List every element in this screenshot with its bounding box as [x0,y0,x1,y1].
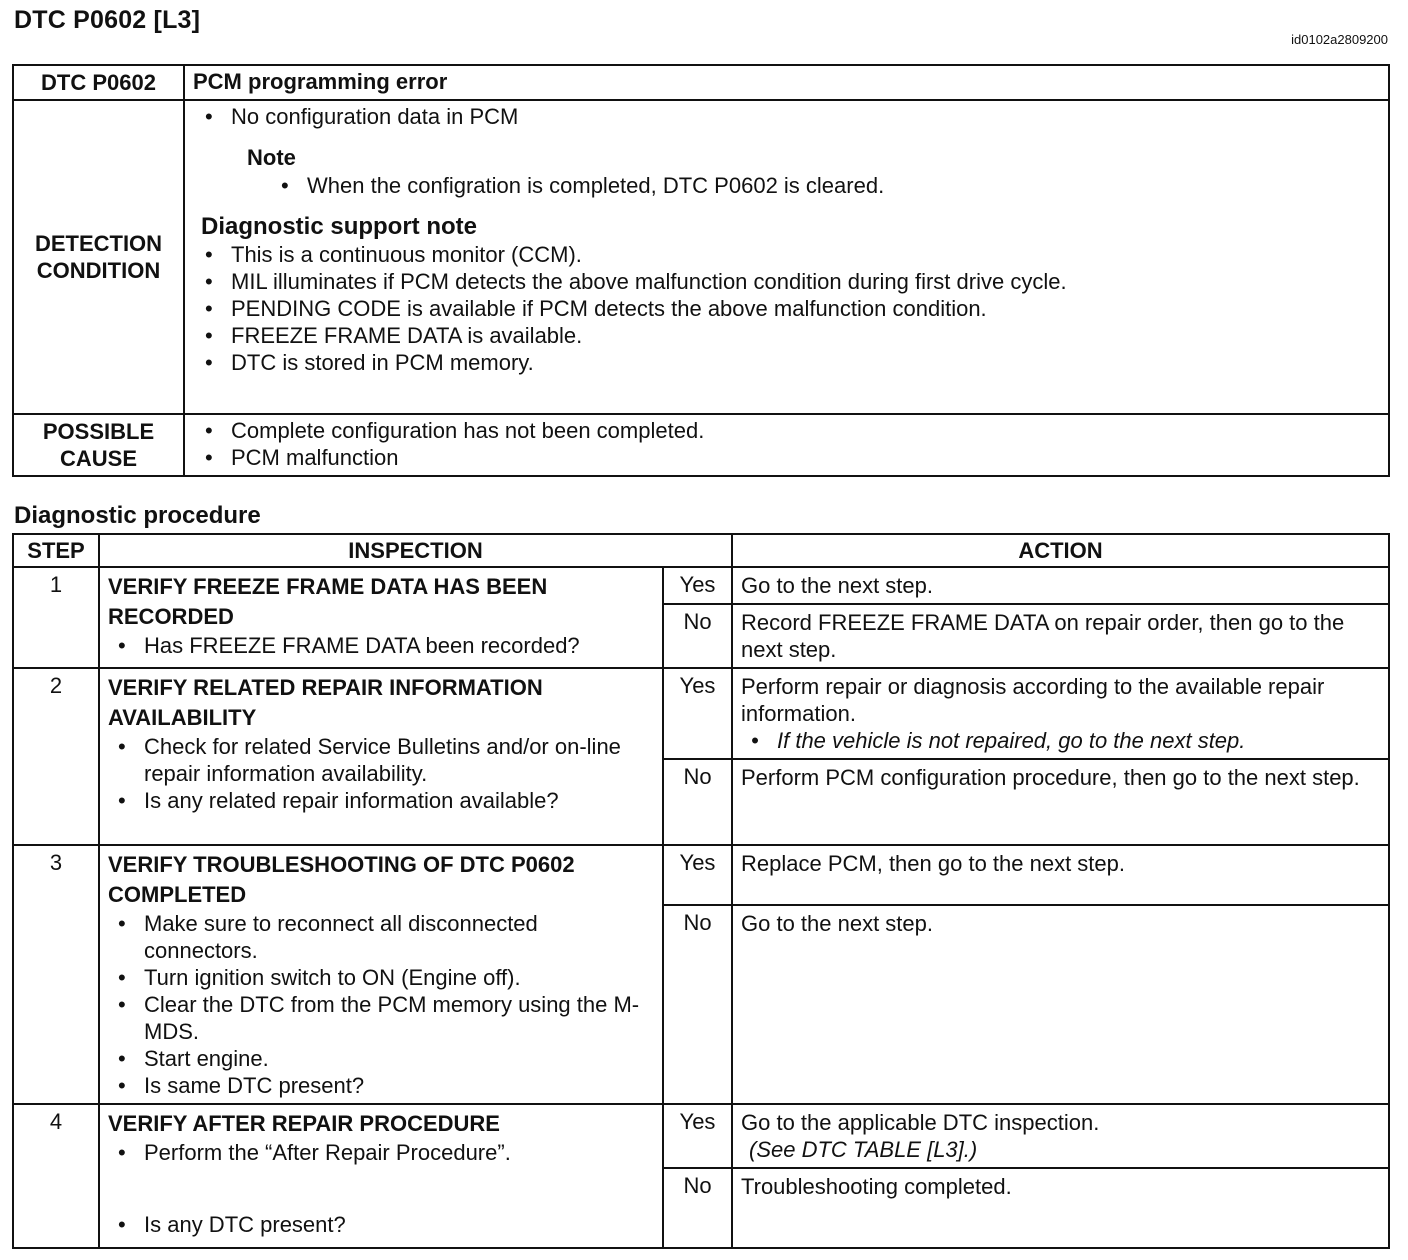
inspection-bullet: • Turn ignition switch to ON (Engine off). [108,964,654,991]
yes-label: Yes [663,668,732,759]
procedure-header-row [13,534,1389,567]
yes-action: Perform repair or diagnosis according to the available repair information. [741,674,1325,726]
no-label: No [663,759,732,845]
yes-action: Go to the next step. [732,567,1389,604]
step-number: 3 [13,845,99,1104]
step-3-yes-row [13,845,1389,905]
page-title: DTC P0602 [L3] [14,6,201,34]
inspection-header: INSPECTION [99,534,732,567]
inspection-bullet: • Is same DTC present? [108,1072,654,1099]
inspection-bullet: • Is any DTC present? [108,1211,654,1238]
detection-bullet: • No configuration data in PCM [201,103,1378,130]
inspection-bullet: • Make sure to reconnect all disconnected connectors. [108,910,654,964]
inspection-bullet: • Clear the DTC from the PCM memory using the M-MDS. [108,991,654,1045]
dtc-info-table [12,64,1390,477]
inspection-bullet: • Has FREEZE FRAME DATA been recorded? [108,632,654,659]
step-heading: VERIFY FREEZE FRAME DATA HAS BEEN RECORDED [108,574,548,629]
step-1-inspection [99,567,663,668]
dtc-description: PCM programming error [184,65,1389,100]
support-bullet: • MIL illuminates if PCM detects the above malfunction condition during first drive cycle. [201,268,1378,295]
step-heading: VERIFY AFTER REPAIR PROCEDURE [108,1111,500,1136]
step-header: STEP [13,534,99,567]
possible-cause-content [184,414,1389,476]
step-number: 1 [13,567,99,668]
support-note-title: Diagnostic support note [201,213,477,240]
yes-label: Yes [663,845,732,905]
step-3-inspection [99,845,663,1104]
diagnostic-procedure-table [12,533,1390,1249]
detection-content [184,100,1389,414]
step-heading: VERIFY TROUBLESHOOTING OF DTC P0602 COMPLETED [108,852,575,907]
yes-action: Go to the applicable DTC inspection. [741,1110,1100,1135]
yes-label: Yes [663,1104,732,1168]
inspection-bullet: • Is any related repair information available? [108,787,654,814]
cause-bullet: • PCM malfunction [201,444,1378,471]
cause-bullet: • Complete configuration has not been completed. [201,417,1378,444]
step-number: 2 [13,668,99,845]
step-4-yes-row [13,1104,1389,1168]
no-action: Perform PCM configuration procedure, then go to the next step. [732,759,1389,845]
document-id: id0102a2809200 [1291,32,1388,47]
support-bullet: • FREEZE FRAME DATA is available. [201,322,1378,349]
yes-action-block [732,1104,1389,1168]
info-header-row [13,65,1389,100]
step-1-yes-row [13,567,1389,604]
note-bullet: • When the configration is completed, DTC P0602 is cleared. [277,172,1378,199]
step-heading: VERIFY RELATED REPAIR INFORMATION AVAILABILITY [108,675,543,730]
no-label: No [663,1168,732,1248]
step-4-inspection [99,1104,663,1248]
support-bullet: • PENDING CODE is available if PCM detects the above malfunction condition. [201,295,1378,322]
dtc-code: DTC P0602 [13,65,184,100]
yes-action-block [732,668,1389,759]
possible-cause-label: POSSIBLE CAUSE [13,414,184,476]
dtc-table-reference: (See DTC TABLE [L3].) [749,1137,978,1162]
support-bullet: • DTC is stored in PCM memory. [201,349,1378,376]
yes-action-bullet: • If the vehicle is not repaired, go to the next step. [747,727,1380,754]
step-2-yes-row [13,668,1389,759]
yes-label: Yes [663,567,732,604]
no-label: No [663,604,732,668]
support-bullet: • This is a continuous monitor (CCM). [201,241,1378,268]
inspection-bullet: • Perform the “After Repair Procedure”. [108,1139,654,1166]
inspection-bullet: • Check for related Service Bulletins and/or on-line repair information availability. [108,733,654,787]
action-header: ACTION [732,534,1389,567]
detection-label: DETECTION CONDITION [13,100,184,414]
detection-row [13,100,1389,414]
no-action: Troubleshooting completed. [732,1168,1389,1248]
no-label: No [663,905,732,1104]
cause-row [13,414,1389,476]
section-title: Diagnostic procedure [14,502,261,529]
note-title: Note [247,145,296,170]
no-action: Record FREEZE FRAME DATA on repair order, then go to the next step. [732,604,1389,668]
no-action: Go to the next step. [732,905,1389,1104]
inspection-bullet: • Start engine. [108,1045,654,1072]
step-number: 4 [13,1104,99,1248]
yes-action: Replace PCM, then go to the next step. [732,845,1389,905]
step-2-inspection [99,668,663,845]
